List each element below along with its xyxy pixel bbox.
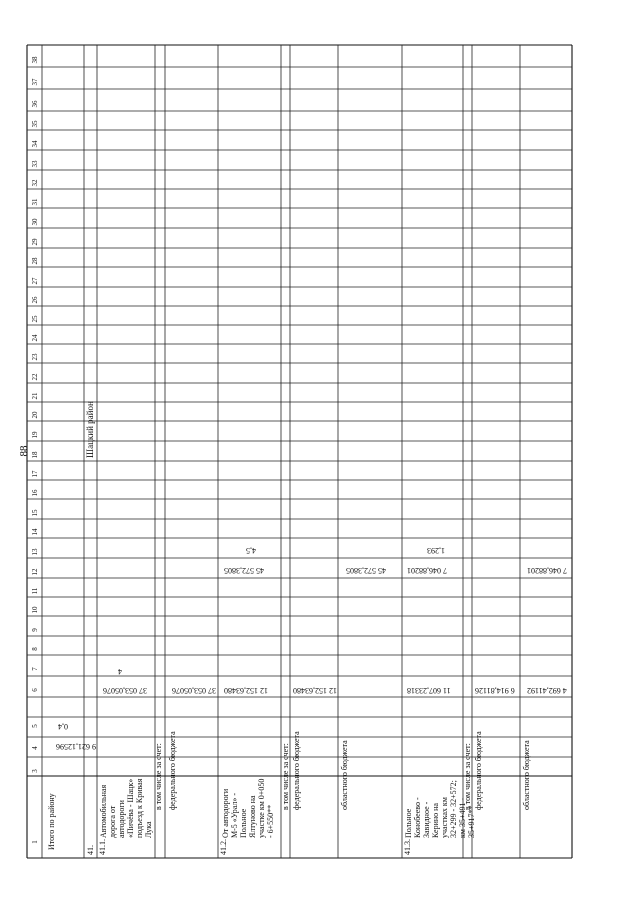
- row-41-1-name: Автомобильная дорога от автодороги «Пичёва - Шацк» подъезд к Кривая Лука: [99, 778, 153, 838]
- section-number: 41.: [86, 845, 95, 855]
- colnum-34: 34: [31, 140, 39, 148]
- row-41-2-col12: 45 572,3805: [224, 566, 264, 575]
- row-41-1-sub1b: федерального бюджета: [168, 731, 177, 810]
- colnum-10: 10: [31, 606, 39, 614]
- row-41-3-col12-obl: 7 046,88201: [527, 566, 567, 575]
- row-41-3-col6-obl: 4 692,41192: [527, 686, 567, 695]
- row-41-3-name: Польное Конобеево - Завидное - Керино на участках км 32+299 - 32+572; км 35+491 - 35+917**: [404, 780, 476, 838]
- colnum-29: 29: [31, 238, 39, 246]
- row-41-1-col7: 4: [118, 667, 122, 676]
- colnum-9: 9: [31, 628, 39, 632]
- row-41-3-sub1: в том числе за счет:: [463, 743, 472, 810]
- row-41-3-sub2: областного бюджета: [522, 740, 531, 810]
- colnum-24: 24: [31, 334, 39, 342]
- colnum-21: 21: [31, 392, 39, 400]
- row-41-2-col13: 4,5: [246, 546, 256, 555]
- colnum-8: 8: [31, 647, 39, 651]
- colnum-13: 13: [31, 548, 39, 556]
- row-41-3-number: 41.3.: [403, 839, 412, 855]
- row-41-2-sub2: областного бюджета: [340, 740, 349, 810]
- row-41-2-sub1: в том числе за счет:: [281, 743, 290, 810]
- row-41-2-number: 41.2.: [219, 839, 228, 855]
- colnum-22: 22: [31, 373, 39, 381]
- colnum-35: 35: [31, 120, 39, 128]
- colnum-32: 32: [31, 179, 39, 187]
- row-41-1-sub1: в том числе за счет:: [154, 743, 163, 810]
- colnum-6: 6: [31, 688, 39, 692]
- total-col4-value: 0,4: [58, 722, 68, 731]
- colnum-18: 18: [31, 451, 39, 459]
- colnum-30: 30: [31, 218, 39, 226]
- colnum-19: 19: [31, 431, 39, 439]
- colnum-4: 4: [31, 746, 39, 750]
- colnum-11: 11: [31, 587, 39, 595]
- row-41-1-col6: 37 053,05076: [103, 686, 147, 695]
- colnum-31: 31: [31, 198, 39, 206]
- row-41-3-col12: 7 046,88201: [407, 566, 447, 575]
- row-41-2-sub1b: федерального бюджета: [292, 731, 301, 810]
- colnum-36: 36: [31, 100, 39, 108]
- district-title: Шацкий район: [85, 401, 95, 458]
- row-41-3-col6: 11 607,23318: [407, 686, 451, 695]
- row-41-2-name: От автодороги М-5 «Урал» - Польное Ялтуново на участке км 0+050 - 6+550**: [221, 778, 275, 838]
- row-41-3-col6-fed: 6 914,81126: [475, 686, 515, 695]
- colnum-12: 12: [31, 568, 39, 576]
- page-number: 88: [18, 445, 30, 457]
- total-col3-value: 9 621,12596: [56, 742, 96, 751]
- row-41-3-sub1b: федерального бюджета: [474, 731, 483, 810]
- colnum-28: 28: [31, 257, 39, 265]
- colnum-7: 7: [31, 667, 39, 671]
- colnum-38: 38: [31, 56, 39, 64]
- colnum-15: 15: [31, 509, 39, 517]
- row-41-1-col6-fed: 37 053,05076: [172, 686, 216, 695]
- colnum-17: 17: [31, 470, 39, 478]
- row-41-2-col6: 12 152,63480: [224, 686, 268, 695]
- colnum-26: 26: [31, 296, 39, 304]
- colnum-37: 37: [31, 78, 39, 86]
- colnum-33: 33: [31, 160, 39, 168]
- row-41-2-col6-fed: 12 152,63480: [293, 686, 337, 695]
- colnum-1: 1: [31, 840, 39, 844]
- colnum-3: 3: [31, 769, 39, 773]
- row-41-3-col13: 1,293: [427, 546, 445, 555]
- colnum-20: 20: [31, 411, 39, 419]
- colnum-5: 5: [31, 724, 39, 728]
- total-label: Итого по району: [47, 793, 56, 850]
- row-41-1-number: 41.1.: [98, 839, 107, 855]
- colnum-25: 25: [31, 315, 39, 323]
- colnum-14: 14: [31, 528, 39, 536]
- row-41-2-col12-obl: 45 572,3805: [346, 566, 386, 575]
- colnum-27: 27: [31, 277, 39, 285]
- colnum-23: 23: [31, 353, 39, 361]
- colnum-16: 16: [31, 489, 39, 497]
